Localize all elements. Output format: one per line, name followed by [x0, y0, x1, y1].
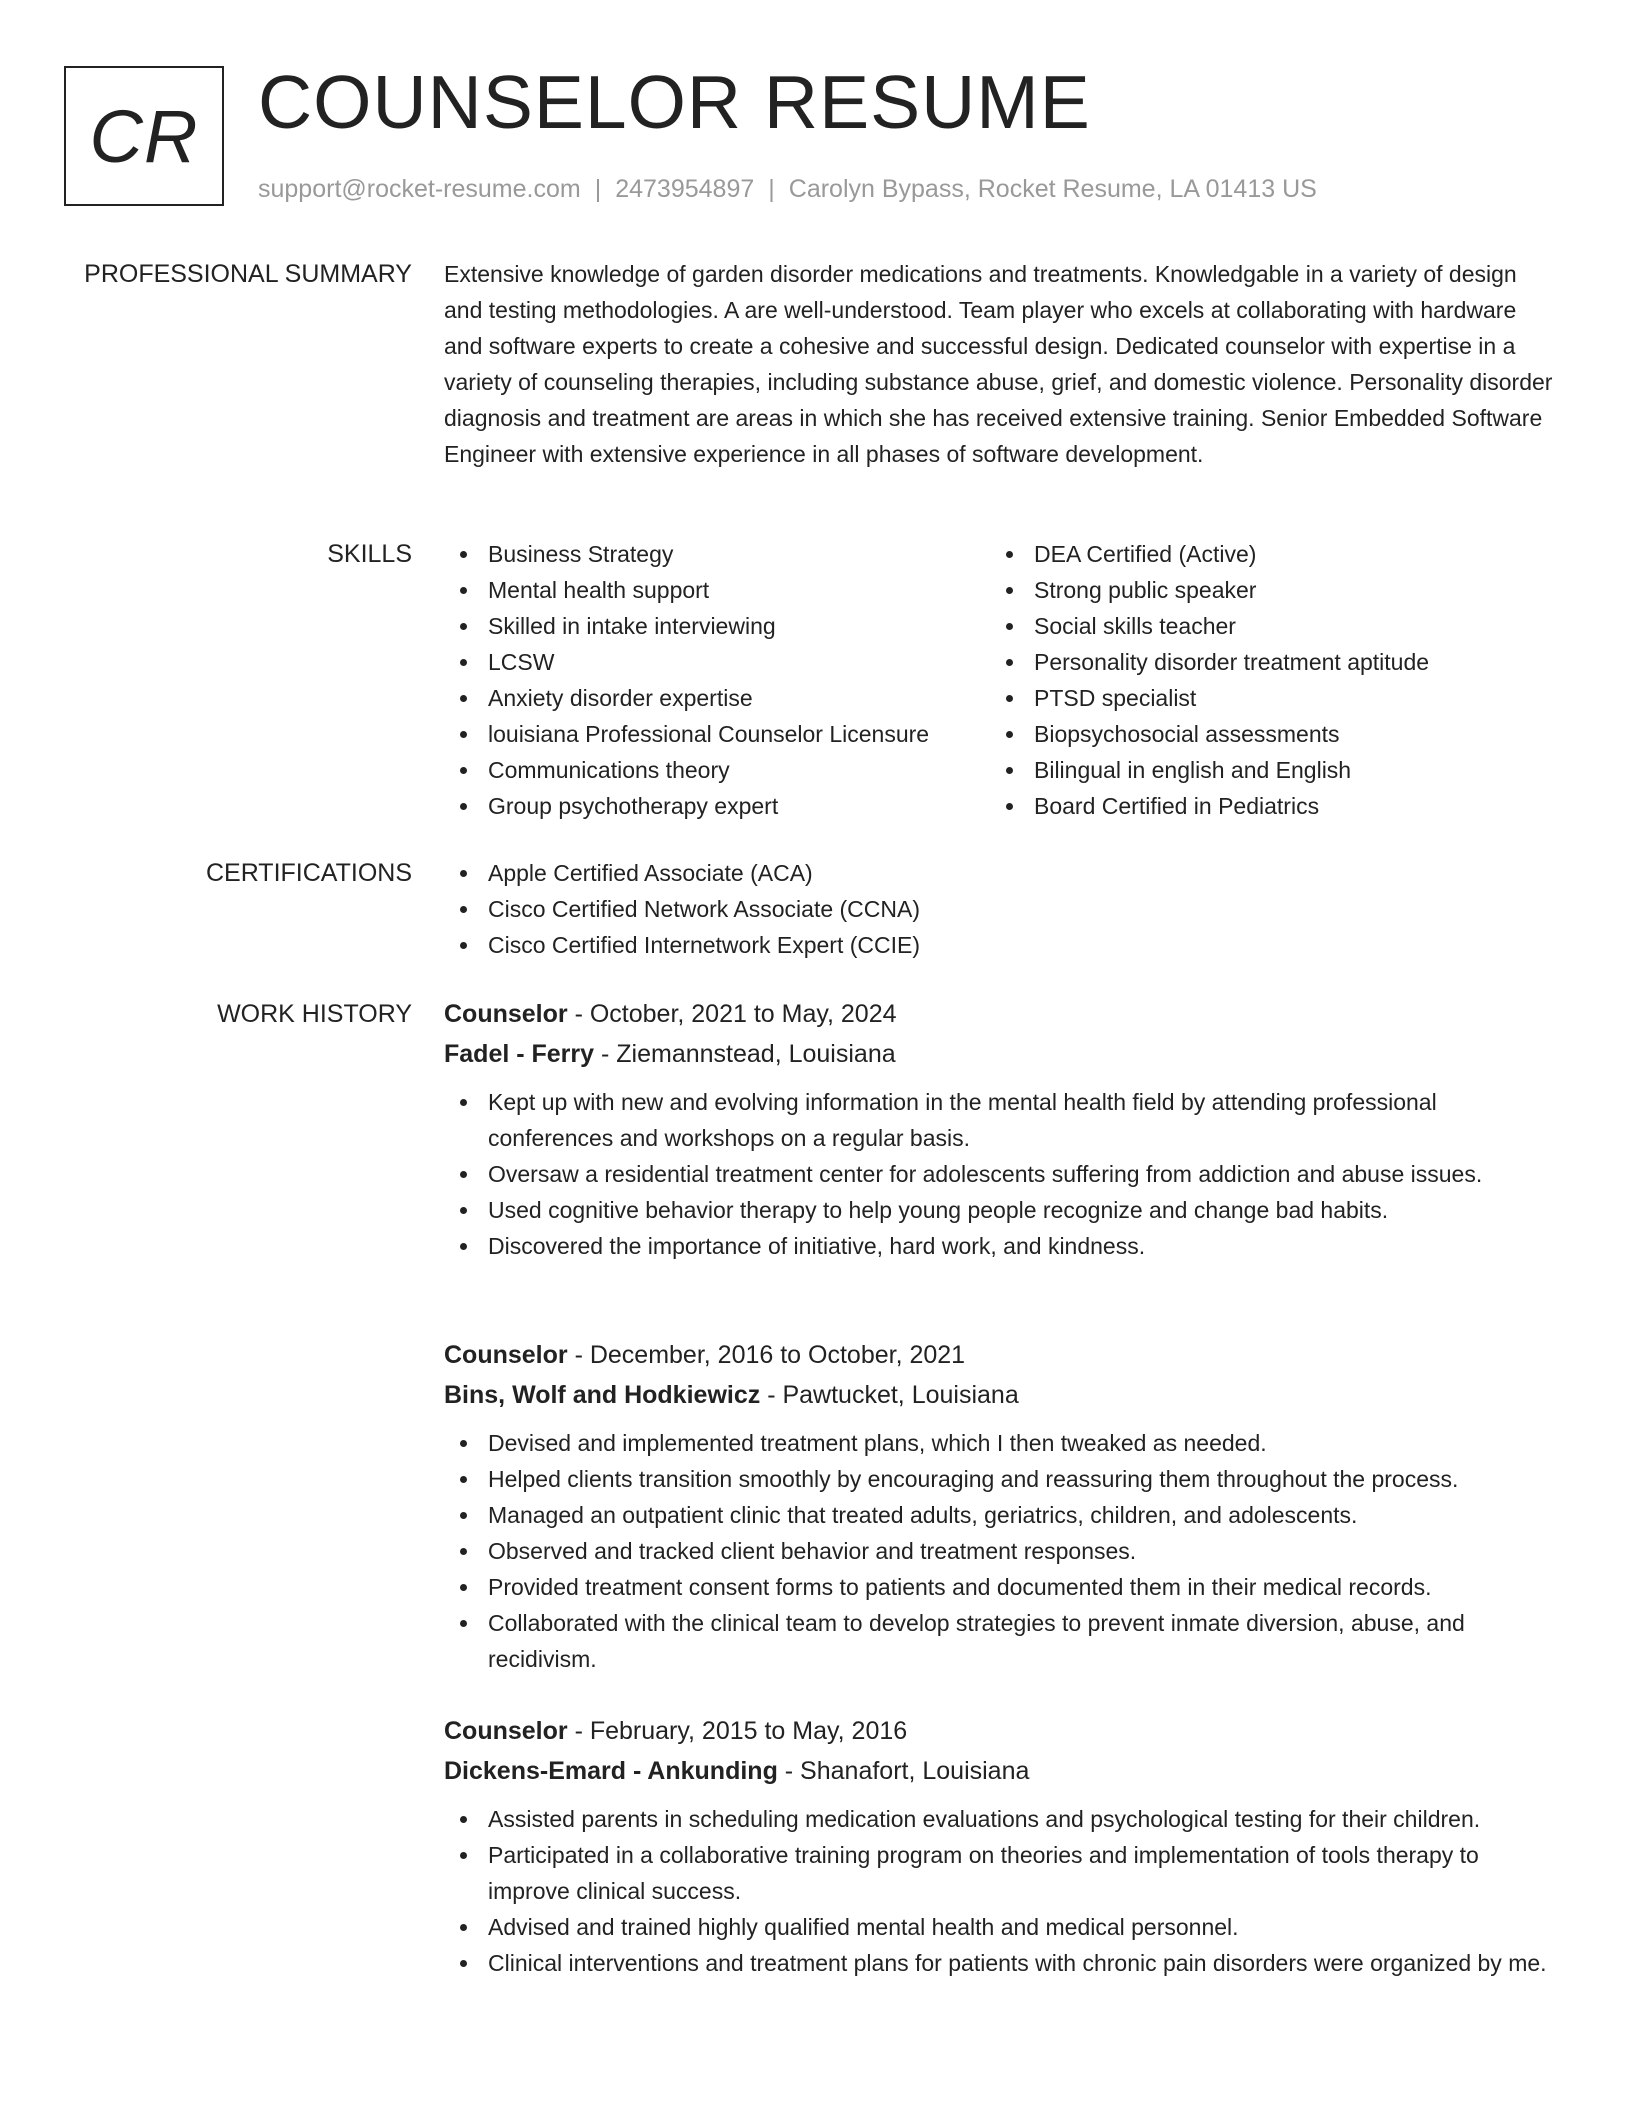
list-item: PTSD specialist: [990, 680, 1536, 716]
list-item: DEA Certified (Active): [990, 536, 1536, 572]
list-item: Participated in a collaborative training program on theories and implementation of tools therapy to improve clinical success.: [444, 1837, 1558, 1909]
list-item: Used cognitive behavior therapy to help young people recognize and change bad habits.: [444, 1192, 1558, 1228]
job-role: Counselor: [444, 1000, 568, 1028]
list-item: Social skills teacher: [990, 608, 1536, 644]
job-location: - Ziemannstead, Louisiana: [594, 1040, 896, 1068]
list-item: Managed an outpatient clinic that treated adults, geriatrics, children, and adolescents.: [444, 1497, 1558, 1533]
job-entry: [444, 1711, 1558, 1981]
list-item: Group psychotherapy expert: [444, 788, 990, 824]
job-duties-list: [444, 1801, 1558, 1981]
contact-phone: 2473954897: [615, 175, 755, 203]
skills-list-left: [444, 536, 990, 824]
job-entry: [444, 994, 1558, 1264]
job-role: Counselor: [444, 1717, 568, 1745]
list-item: Provided treatment consent forms to patients and documented them in their medical records.: [444, 1569, 1558, 1605]
summary-heading: PROFESSIONAL SUMMARY: [84, 260, 412, 288]
list-item: LCSW: [444, 644, 990, 680]
list-item: Skilled in intake interviewing: [444, 608, 990, 644]
list-item: Cisco Certified Network Associate (CCNA): [444, 891, 1558, 927]
monogram-logo: CR: [64, 66, 224, 206]
skills-heading: SKILLS: [327, 540, 412, 568]
job-role: Counselor: [444, 1341, 568, 1369]
list-item: Personality disorder treatment aptitude: [990, 644, 1536, 680]
list-item: Clinical interventions and treatment plans for patients with chronic pain disorders were organized by me.: [444, 1945, 1558, 1981]
job-dates: - December, 2016 to October, 2021: [567, 1341, 966, 1369]
list-item: Advised and trained highly qualified mental health and medical personnel.: [444, 1909, 1558, 1945]
contact-address: Carolyn Bypass, Rocket Resume, LA 01413 US: [788, 175, 1317, 203]
list-item: Biopsychosocial assessments: [990, 716, 1536, 752]
job-company: Bins, Wolf and Hodkiewicz: [444, 1381, 761, 1409]
job-location: - Pawtucket, Louisiana: [760, 1381, 1019, 1409]
job-title-line: [444, 994, 1558, 1034]
list-item: Strong public speaker: [990, 572, 1536, 608]
list-item: Mental health support: [444, 572, 990, 608]
list-item: Devised and implemented treatment plans, which I then tweaked as needed.: [444, 1425, 1558, 1461]
job-company: Fadel - Ferry: [444, 1040, 595, 1068]
job-company-line: [444, 1751, 1558, 1791]
contact-separator: |: [768, 175, 775, 203]
list-item: Helped clients transition smoothly by encouraging and reassuring them throughout the process.: [444, 1461, 1558, 1497]
job-company-line: [444, 1034, 1558, 1074]
job-title-line: [444, 1711, 1558, 1751]
list-item: Assisted parents in scheduling medication evaluations and psychological testing for their children.: [444, 1801, 1558, 1837]
list-item: Bilingual in english and English: [990, 752, 1536, 788]
list-item: Observed and tracked client behavior and treatment responses.: [444, 1533, 1558, 1569]
job-entry: [444, 1335, 1558, 1677]
list-item: Anxiety disorder expertise: [444, 680, 990, 716]
job-duties-list: [444, 1425, 1558, 1677]
skills-list-right: [990, 536, 1536, 824]
list-item: Kept up with new and evolving information in the mental health field by attending professional conferences and workshops on a regular basis.: [444, 1084, 1558, 1156]
certifications-heading: CERTIFICATIONS: [205, 859, 412, 887]
contact-email: support@rocket-resume.com: [258, 175, 581, 203]
list-item: Oversaw a residential treatment center for adolescents suffering from addiction and abuse issues.: [444, 1156, 1558, 1192]
list-item: Board Certified in Pediatrics: [990, 788, 1536, 824]
work-history-heading: WORK HISTORY: [217, 1000, 412, 1028]
job-company: Dickens-Emard - Ankunding: [444, 1757, 778, 1785]
job-dates: - October, 2021 to May, 2024: [567, 1000, 897, 1028]
list-item: Cisco Certified Internetwork Expert (CCIE): [444, 927, 1558, 963]
list-item: Apple Certified Associate (ACA): [444, 855, 1558, 891]
job-dates: - February, 2015 to May, 2016: [567, 1717, 908, 1745]
contact-separator: |: [594, 175, 602, 203]
list-item: louisiana Professional Counselor Licensure: [444, 716, 990, 752]
list-item: Discovered the importance of initiative, hard work, and kindness.: [444, 1228, 1558, 1264]
list-item: Collaborated with the clinical team to develop strategies to prevent inmate diversion, abuse, and recidivism.: [444, 1605, 1558, 1677]
summary-text: Extensive knowledge of garden disorder medications and treatments. Knowledgable in a variety of design and testing methodologies. A are well-understood. Team player who excels at collaborating with hardware and software experts to create a cohesive and successful design. Dedicated counselor with expertise in a variety of counseling therapies, including substance abuse, grief, and domestic violence. Personality disorder diagnosis and treatment are areas in which she has received extensive training. Senior Embedded Software Engineer with extensive experience in all phases of software development.: [444, 261, 1553, 467]
list-item: Business Strategy: [444, 536, 990, 572]
job-title-line: [444, 1335, 1558, 1375]
contact-line: [258, 172, 1317, 206]
job-company-line: [444, 1375, 1558, 1415]
certifications-list: [444, 855, 1558, 963]
job-duties-list: [444, 1084, 1558, 1264]
resume-title: COUNSELOR RESUME: [258, 60, 1091, 144]
list-item: Communications theory: [444, 752, 990, 788]
job-location: - Shanafort, Louisiana: [777, 1757, 1030, 1785]
